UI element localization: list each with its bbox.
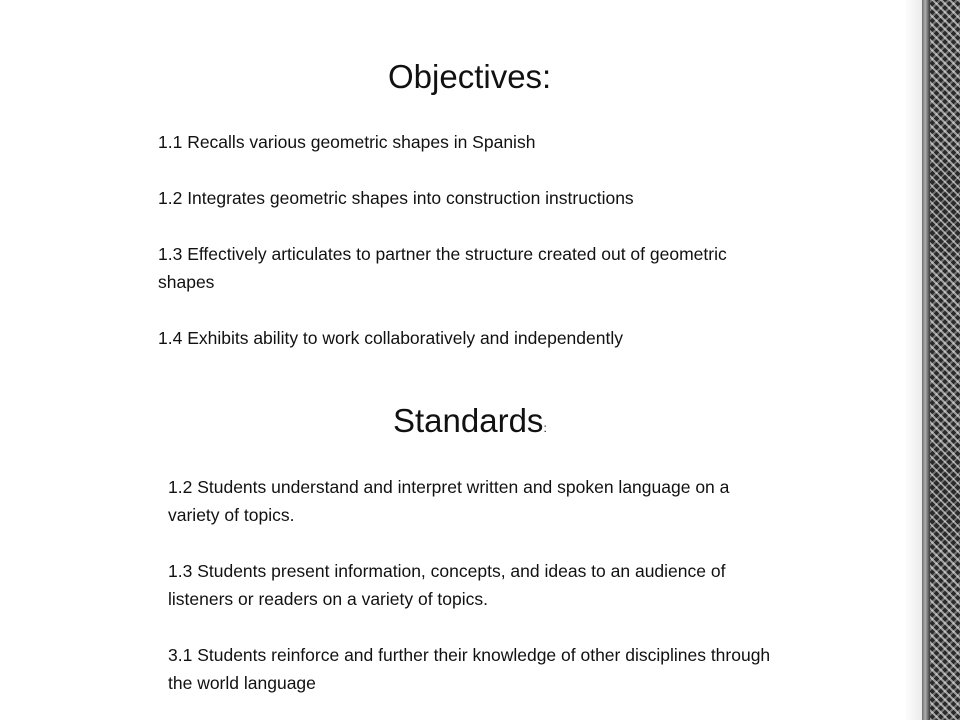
- standards-list: [168, 473, 778, 697]
- border-edge-highlight: [922, 0, 930, 720]
- standards-heading: [393, 402, 547, 440]
- objectives-heading: Objectives:: [388, 58, 552, 95]
- objective-item-1-1: 1.1 Recalls various geometric shapes in Spanish: [158, 132, 536, 152]
- objectives-list: [158, 128, 783, 352]
- objective-item-1-4: 1.4 Exhibits ability to work collaboratively and independently: [158, 328, 623, 348]
- objective-item-1-2: 1.2 Integrates geometric shapes into construction instructions: [158, 188, 634, 208]
- standard-item-3-1: 3.1 Students reinforce and further their knowledge of other disciplines through the world language: [168, 645, 771, 693]
- decorative-right-border: [922, 0, 960, 720]
- standards-heading-colon: :: [543, 421, 547, 435]
- objective-item-1-3: 1.3 Effectively articulates to partner the structure created out of geometric shapes: [158, 244, 727, 292]
- standard-item-1-3: 1.3 Students present information, concepts, and ideas to an audience of listeners or readers on a variety of topics.: [168, 561, 726, 609]
- standard-item-1-2: 1.2 Students understand and interpret written and spoken language on a variety of topics.: [168, 477, 730, 525]
- border-shadow: [904, 0, 922, 720]
- standards-heading-text: Standards: [393, 402, 544, 439]
- border-texture-pattern: [930, 0, 960, 720]
